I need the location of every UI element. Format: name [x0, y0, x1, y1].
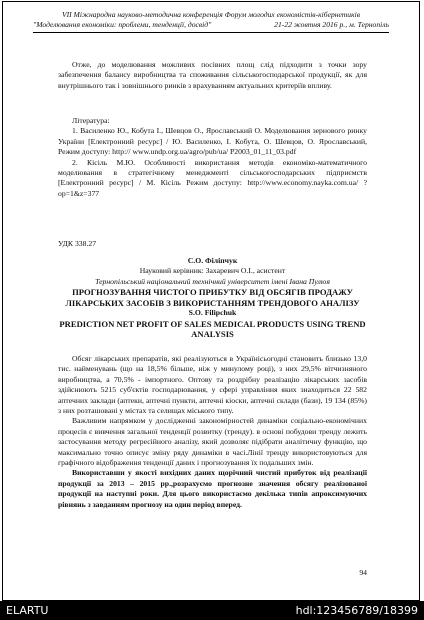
running-header — [33, 10, 389, 30]
page — [2, 1, 420, 601]
author-name: С.О. Філіпчук — [187, 256, 238, 265]
header-line-1: VII Міжнародна науково-методична конференція Форум молодих економістів-кібернетиків — [61, 10, 361, 19]
repository-name: ELARTU — [6, 604, 49, 617]
university: Тернопільський національний технічний університет імені Івана Пулюя — [95, 276, 330, 286]
reference-item: 2. Кісіль М.Ю. Особливості використання методів економіко-математичного моделювання в стратегічному менеджменті сільськогосподарських підприємств [Електронний ресурс] / М. Кісіль Режим доступу: http://www.economy.nayka.com.ua/ ?op=1&z=377 — [58, 157, 367, 198]
viewer-footer-bar — [0, 601, 424, 620]
handle-id: hdl:123456789/18399 — [295, 604, 418, 617]
udc-code: УДК 338.27 — [58, 239, 97, 248]
supervisor: Науковий керівник: Захаревич О.І., асистент — [139, 266, 286, 276]
author-name-en: S.O. Filipchuk — [188, 308, 237, 318]
header-date-place: 21-22 жовтня 2016 р., м. Тернопіль — [274, 20, 389, 29]
literature-section — [58, 116, 367, 199]
intro-paragraph: Отже, до моделювання можливих посівних площ слід підходити з точки зору забезпечення балансу виробництва та споживання сільськогосподарської продукції, як для внутрішнього так і зовнішнього ринків з врахуванням актуальних критеріїв впливу. — [58, 60, 367, 90]
header-conference-name: "Моделювання економіки: проблеми, тенденції, досвід" — [33, 20, 212, 29]
intro-section — [58, 60, 367, 91]
header-rule — [33, 32, 389, 33]
article-title-ua: ПРОГНОЗУВАННЯ ЧИСТОГО ПРИБУТКУ ВІД ОБСЯГІВ ПРОДАЖУ ЛІКАРСЬКИХ ЗАСОБІВ З ВИКОРИСТАННЯМ ТРЕНДОВОГО АНАЛІЗУ — [65, 287, 360, 308]
literature-title: Література: — [72, 116, 110, 125]
page-number: 94 — [359, 568, 367, 577]
body-paragraph: Важливим напрямком у дослідженні закономірностей динаміки соціально-економічних процесів є вивчення загальної тенденції розвитку (тренду). в основі побудови тренду лежить застосування методу регресійного аналізу, який дозволяє підібрати аналітичну функцію, що максимально точно описує зміну ряду динаміки в часі.Лінії тренду використовуються для графічного відображення тенденції даних і прогнозування їх подальших змін. — [58, 416, 367, 468]
reference-item: 1. Василенко Ю., Кобута І., Шевцов О., Ярославський О. Моделювання зернового ринку України [Електронний ресурс] / Ю. Василенко, І. Кобута, О. Шевцов, О. Ярославський, Режим доступу: http:// www.undp.org.ua/agro/pub/ua/ P2003_01_11_03.pdf — [58, 126, 367, 157]
article-title-en: PREDICTION NET PROFIT OF SALES MEDICAL PRODUCTS USING TREND ANALYSIS — [59, 318, 366, 340]
body-paragraph-bold: Використавши у якості вихідних даних щорічний чистий прибуток від реалізації продукції за 2013 – 2015 рр.,розрахуємо прогнозне значення обсягу реалізованої продукції на наступні роки. Для цього використаємо декілька типів апроксимуючих рівнянь з завданням прогнозу на один період вперед. — [58, 468, 367, 509]
body-paragraph: Обсяг лікарських препаратів, які реалізуються в Українісьогодні становить близько 13,0 тис. найменувань (що на 18,5% більше, ніж у минулому році), з них 29,5% вітчизняного виробництва, а 70,5% - імпортного. Оптову та роздрібну реалізацію лікарських засобів здійснюють 5215 суб'єктів господарювання, у сфері управління яких знаходиться 22 582 аптечних заклади (аптеки, аптечні пункти, аптечні кіоски, аптечні склади (бази), 19 134 (85%) з них розташовані у містах та селищах міського типу. — [58, 354, 367, 416]
article-body — [58, 354, 367, 510]
article-heading — [58, 256, 367, 340]
